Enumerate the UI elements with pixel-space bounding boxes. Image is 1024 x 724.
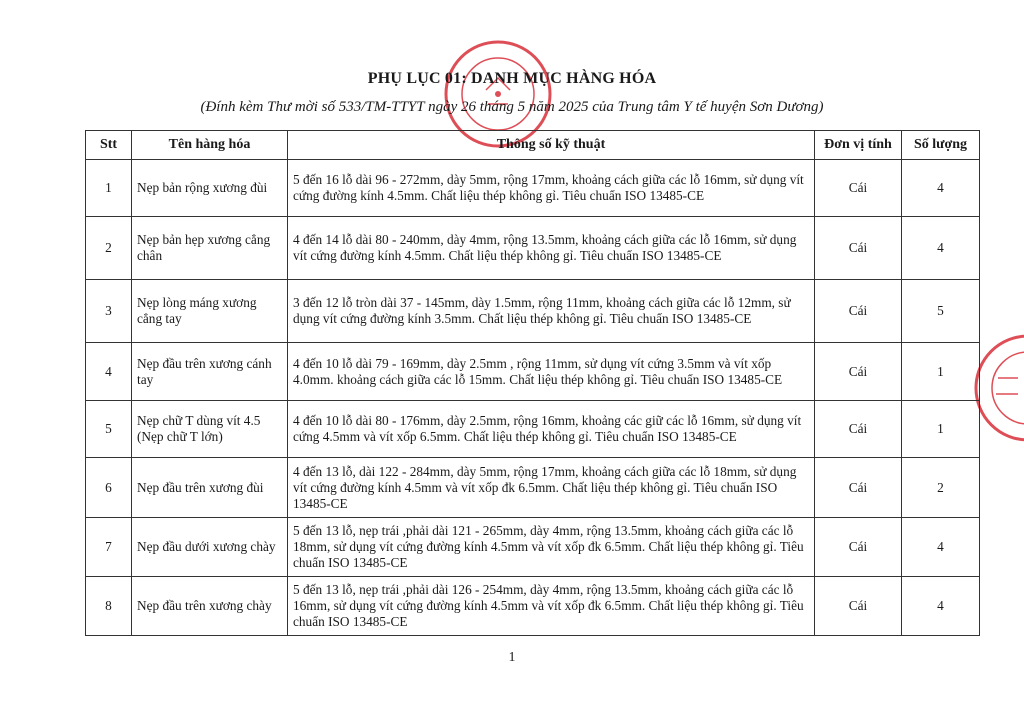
header-stt: Stt [86, 131, 132, 160]
table-header-row [86, 131, 980, 160]
cell-stt: 3 [86, 280, 132, 343]
cell-qty: 4 [902, 577, 980, 636]
cell-spec: 4 đến 10 lỗ dài 80 - 176mm, dày 2.5mm, rộng 16mm, khoảng các giữ các lỗ 16mm, sử dụng vít cứng 4.5mm và vít xốp 6.5mm. Chất liệu thép không gỉ. Tiêu chuẩn ISO 13485-CE [288, 401, 815, 458]
cell-unit: Cái [815, 518, 902, 577]
page-number: 1 [508, 650, 516, 665]
cell-unit: Cái [815, 160, 902, 217]
cell-unit: Cái [815, 217, 902, 280]
cell-stt: 5 [86, 401, 132, 458]
cell-name: Nẹp bản rộng xương đùi [132, 160, 288, 217]
table-row [86, 401, 980, 458]
cell-unit: Cái [815, 343, 902, 401]
cell-name: Nẹp đầu trên xương cánh tay [132, 343, 288, 401]
table-row [86, 217, 980, 280]
cell-name: Nẹp đầu trên xương chày [132, 577, 288, 636]
header-qty: Số lượng [902, 131, 980, 160]
cell-unit: Cái [815, 458, 902, 518]
cell-stt: 2 [86, 217, 132, 280]
cell-spec: 5 đến 13 lỗ, nẹp trái ,phải dài 121 - 265mm, dày 4mm, rộng 13.5mm, khoảng cách giữa các lỗ 18mm, sử dụng vít cứng đường kính 4.5mm và vít xốp đk 6.5mm. Chất liệu thép không gỉ. Tiêu chuẩn ISO 13485-CE [288, 518, 815, 577]
document-subtitle: (Đính kèm Thư mời số 533/TM-TTYT ngày 26 tháng 5 năm 2025 của Trung tâm Y tế huyện Sơn Dương) [200, 99, 824, 115]
cell-name: Nẹp bản hẹp xương cẳng chân [132, 217, 288, 280]
cell-stt: 1 [86, 160, 132, 217]
cell-spec: 4 đến 10 lỗ dài 79 - 169mm, dày 2.5mm , rộng 11mm, sử dụng vít cứng 3.5mm và vít xốp 4.0mm. khoảng cách giữa các lỗ 15mm. Chất liệu thép không gỉ. Tiêu chuẩn ISO 13485-CE [288, 343, 815, 401]
cell-spec: 5 đến 13 lỗ, nẹp trái ,phải dài 126 - 254mm, dày 4mm, rộng 13.5mm, khoảng cách giữa các lỗ 16mm, sử dụng vít cứng đường kính 4.5mm và vít xốp đk 6.5mm. Chất liệu thép không gỉ. Tiêu chuẩn ISO 13485-CE [288, 577, 815, 636]
cell-unit: Cái [815, 280, 902, 343]
header-spec: Thông số kỹ thuật [288, 131, 815, 160]
cell-name: Nẹp đầu trên xương đùi [132, 458, 288, 518]
cell-qty: 5 [902, 280, 980, 343]
cell-qty: 4 [902, 160, 980, 217]
cell-name: Nẹp lòng máng xương cẳng tay [132, 280, 288, 343]
header-unit: Đơn vị tính [815, 131, 902, 160]
goods-table [85, 130, 980, 636]
cell-stt: 4 [86, 343, 132, 401]
cell-qty: 2 [902, 458, 980, 518]
table-row [86, 280, 980, 343]
table-row [86, 160, 980, 217]
cell-unit: Cái [815, 577, 902, 636]
cell-unit: Cái [815, 401, 902, 458]
cell-stt: 7 [86, 518, 132, 577]
cell-spec: 4 đến 14 lỗ dài 80 - 240mm, dày 4mm, rộng 13.5mm, khoảng cách giữa các lỗ 16mm, sử dụng vít cứng đường kính 4.5mm. Chất liệu thép không gỉ. Tiêu chuẩn ISO 13485-CE [288, 217, 815, 280]
cell-spec: 4 đến 13 lỗ, dài 122 - 284mm, dày 5mm, rộng 17mm, khoảng cách giữa các lỗ 18mm, sử dụng vít cứng đường kính 4.5mm và vít xốp đk 6.5mm. Chất liệu thép không gỉ. Tiêu chuẩn ISO 13485-CE [288, 458, 815, 518]
cell-stt: 8 [86, 577, 132, 636]
table-row [86, 577, 980, 636]
table-row [86, 343, 980, 401]
header-name: Tên hàng hóa [132, 131, 288, 160]
table-row [86, 518, 980, 577]
document-title: PHỤ LỤC 01: DANH MỤC HÀNG HÓA [367, 70, 657, 87]
cell-stt: 6 [86, 458, 132, 518]
cell-name: Nẹp đầu dưới xương chày [132, 518, 288, 577]
cell-spec: 3 đến 12 lỗ tròn dài 37 - 145mm, dày 1.5mm, rộng 11mm, khoảng cách giữa các lỗ 12mm, sử dụng vít cứng đường kính 3.5mm. Chất liệu thép không gỉ. Tiêu chuẩn ISO 13485-CE [288, 280, 815, 343]
cell-qty: 4 [902, 217, 980, 280]
cell-qty: 4 [902, 518, 980, 577]
cell-qty: 1 [902, 401, 980, 458]
cell-qty: 1 [902, 343, 980, 401]
table-row [86, 458, 980, 518]
cell-name: Nẹp chữ T dùng vít 4.5 (Nẹp chữ T lớn) [132, 401, 288, 458]
cell-spec: 5 đến 16 lỗ dài 96 - 272mm, dày 5mm, rộng 17mm, khoảng cách giữa các lỗ 16mm, sử dụng vít cứng đường kính 4.5mm. Chất liệu thép không gỉ. Tiêu chuẩn ISO 13485-CE [288, 160, 815, 217]
